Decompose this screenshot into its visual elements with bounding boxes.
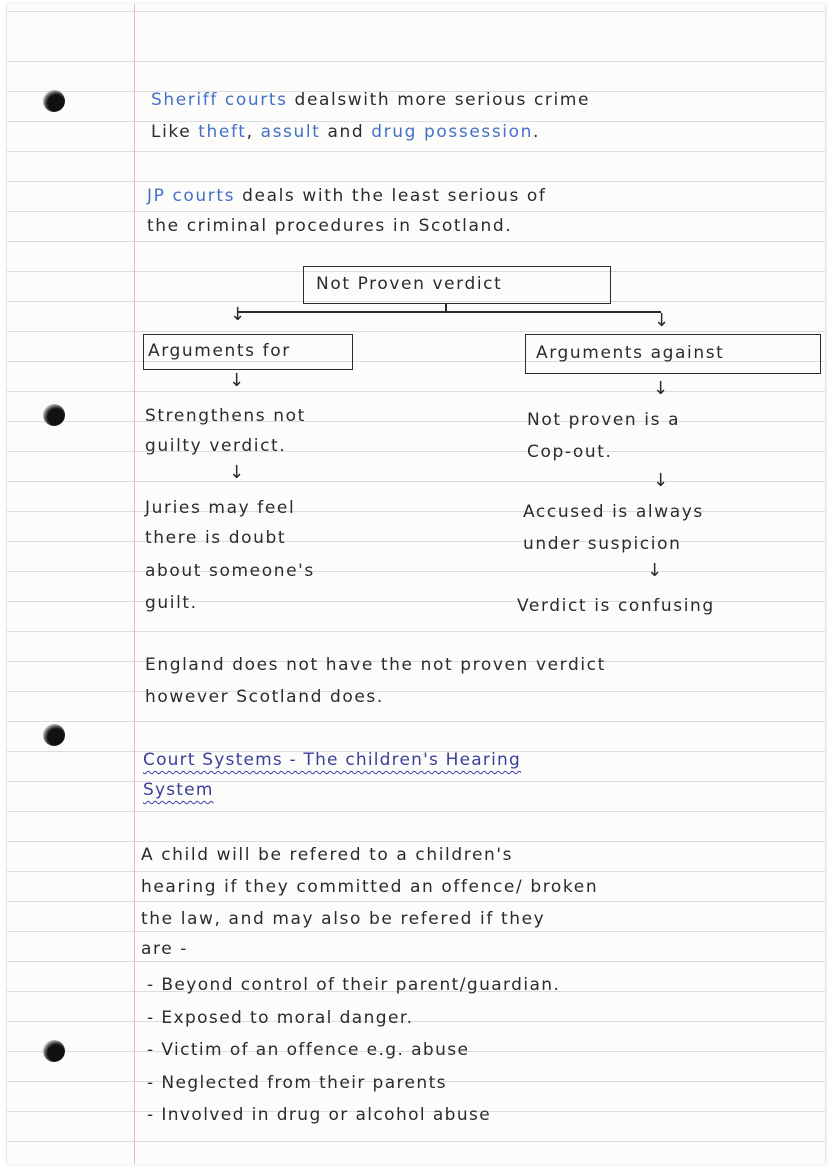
list-item: - Victim of an offence e.g. abuse	[147, 1040, 470, 1060]
margin-line	[134, 4, 135, 1164]
sheriff-period: .	[533, 122, 541, 142]
list-item: - Exposed to moral danger.	[147, 1007, 414, 1028]
arguments-for-label: Arguments for	[148, 341, 291, 361]
for-point-1-line-1: Strengthens not	[145, 406, 306, 426]
sheriff-like: Like	[151, 122, 199, 142]
for-point-1-line-2: guilty verdict.	[145, 436, 287, 456]
arrow-down-icon: ↓	[229, 462, 245, 483]
sheriff-term: Sheriff courts	[151, 90, 288, 110]
sheriff-line-1	[151, 90, 590, 110]
against-point-1-line-2: Cop-out.	[527, 442, 613, 462]
punch-hole-3	[43, 724, 65, 746]
for-point-2-line-2: there is doubt	[145, 528, 287, 548]
arguments-for-box	[143, 334, 353, 370]
jp-line-2: the criminal procedures in Scotland.	[147, 216, 513, 236]
list-item: - Involved in drug or alcohol abuse	[147, 1105, 492, 1125]
punch-hole-2	[43, 404, 65, 426]
sheriff-and: and	[320, 122, 372, 142]
england-line-1: England does not have the not proven verdict	[145, 655, 606, 675]
flowchart-title: Not Proven verdict	[316, 274, 503, 294]
para-line-4: are -	[141, 939, 189, 959]
against-point-2-line-1: Accused is always	[523, 502, 704, 522]
flowchart-branch-line	[237, 311, 661, 313]
punch-hole-4	[43, 1040, 65, 1062]
para-line-1: A child will be refered to a children's	[141, 845, 514, 865]
jp-line-1	[147, 186, 547, 206]
sheriff-line1-rest: dealswith more serious crime	[287, 90, 591, 110]
crime-assault: assult	[260, 122, 321, 142]
arrow-down-icon: ↓	[653, 470, 669, 491]
notebook-page	[6, 4, 825, 1164]
arrow-down-icon: ↓	[654, 310, 670, 331]
para-line-2: hearing if they committed an offence/ broken	[141, 877, 599, 897]
against-point-1-line-1: Not proven is a	[527, 410, 681, 430]
sheriff-comma: ,	[246, 122, 261, 142]
list-item: - Neglected from their parents	[147, 1072, 447, 1093]
for-point-2-line-1: Juries may feel	[145, 498, 296, 518]
crime-drug-possession: drug possession	[371, 122, 534, 142]
arguments-against-label: Arguments against	[536, 343, 725, 363]
list-item: - Beyond control of their parent/guardian.	[147, 975, 561, 995]
section-heading-line-2: System	[143, 780, 214, 800]
against-point-3-line-1: Verdict is confusing	[517, 596, 715, 616]
jp-line1-rest: deals with the least serious of	[235, 186, 547, 206]
referral-reasons-list	[147, 970, 560, 1133]
punch-hole-1	[43, 90, 65, 112]
arrow-down-icon: ↓	[230, 304, 246, 325]
section-heading-line-1: Court Systems - The children's Hearing	[143, 750, 521, 770]
for-point-2-line-4: guilt.	[145, 593, 198, 613]
england-line-2: however Scotland does.	[145, 687, 384, 707]
against-point-2-line-2: under suspicion	[523, 534, 682, 554]
arrow-down-icon: ↓	[653, 378, 669, 399]
flowchart-title-box	[303, 266, 611, 304]
arrow-down-icon: ↓	[647, 560, 663, 581]
jp-term: JP courts	[147, 186, 236, 206]
para-line-3: the law, and may also be refered if they	[141, 909, 546, 929]
sheriff-line-2	[151, 122, 540, 142]
arguments-against-box	[525, 334, 821, 374]
for-point-2-line-3: about someone's	[145, 561, 315, 581]
arrow-down-icon: ↓	[229, 370, 245, 391]
crime-theft: theft	[198, 122, 247, 142]
